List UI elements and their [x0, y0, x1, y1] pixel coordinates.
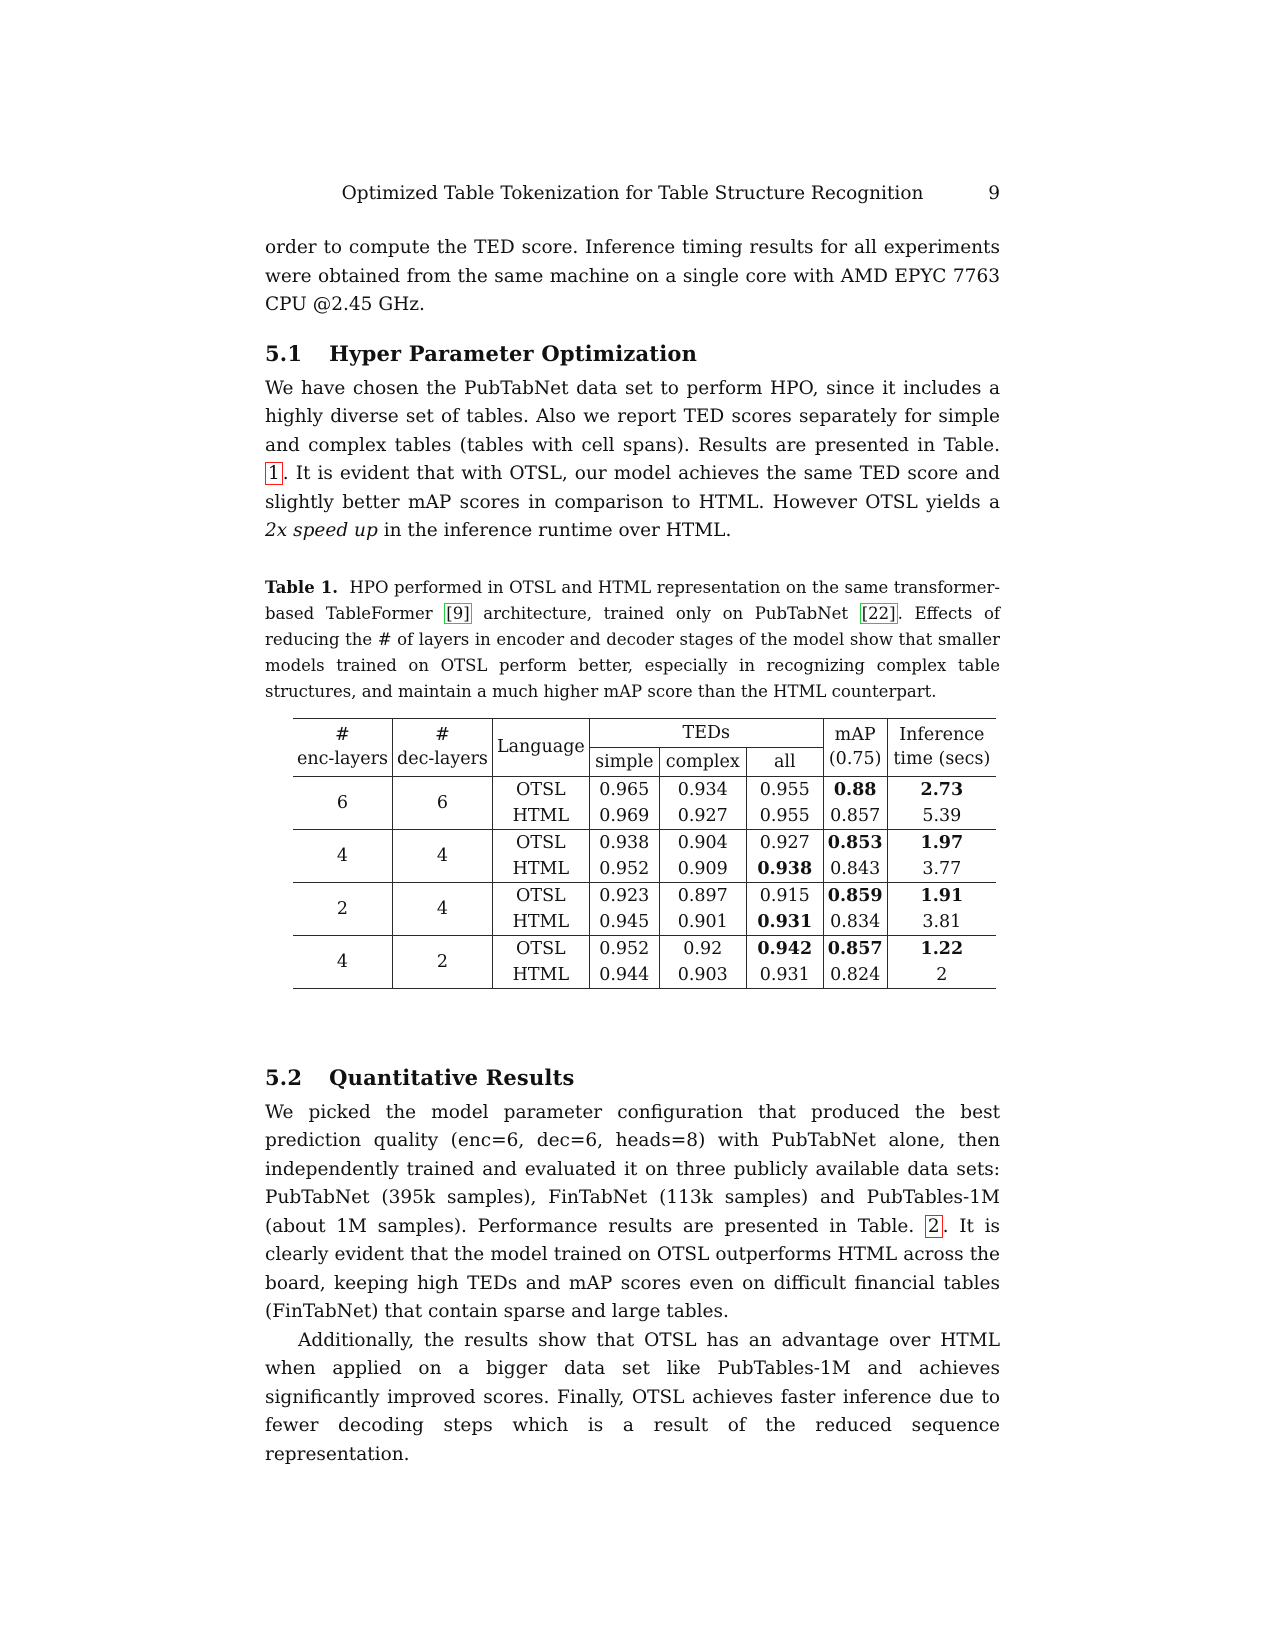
cell-language: OTSL [492, 882, 589, 909]
cell-language: HTML [492, 803, 589, 830]
cell-map: 0.853 [823, 829, 887, 856]
header-teds-all: all [746, 747, 823, 776]
cell-complex: 0.904 [659, 829, 746, 856]
table-row [293, 829, 996, 856]
section-5-1-title: Hyper Parameter Optimization [329, 340, 698, 366]
cell-time: 5.39 [922, 805, 962, 826]
emphasis-text: 2x speed up [265, 520, 378, 541]
cell-map: 0.857 [823, 803, 887, 830]
cell-all: 0.942 [746, 935, 823, 962]
cell-simple: 0.938 [589, 829, 659, 856]
cell-language: HTML [492, 856, 589, 883]
cell-all: 0.931 [746, 909, 823, 936]
section-5-2-heading [265, 1065, 1000, 1090]
table-2-reference-link[interactable]: 2 [925, 1215, 943, 1238]
page-content [265, 183, 1000, 1469]
cell-dec: 4 [392, 882, 492, 935]
header-language: Language [492, 718, 589, 776]
cell-simple: 0.944 [589, 962, 659, 989]
table-1-reference-link[interactable]: 1 [265, 462, 283, 485]
cell-time: 1.22 [920, 938, 964, 959]
header-map: mAP (0.75) [823, 718, 887, 776]
cell-enc: 4 [293, 829, 392, 882]
paragraph-text: in the inference runtime over HTML. [377, 520, 732, 541]
cell-complex: 0.897 [659, 882, 746, 909]
header-inference-time: Inference time (secs) [887, 718, 996, 776]
page-number: 9 [988, 183, 1000, 204]
caption-text: architecture, trained only on PubTabNet [471, 603, 860, 623]
cell-enc: 4 [293, 935, 392, 988]
cell-simple: 0.952 [589, 935, 659, 962]
paragraph-text: . It is clearly evident that the model trained on OTSL outperforms HTML across the board, keeping high TEDs and mAP scores even on difficult financial tables (FinTabNet) that contain sparse and large tables. [265, 1215, 1000, 1322]
cell-time: 1.91 [920, 885, 964, 906]
cell-simple: 0.965 [589, 776, 659, 803]
table-group-enc4-dec4 [293, 829, 996, 882]
cell-simple: 0.923 [589, 882, 659, 909]
cell-complex: 0.909 [659, 856, 746, 883]
header-teds-simple: simple [589, 747, 659, 776]
cell-simple: 0.952 [589, 856, 659, 883]
cell-enc: 2 [293, 882, 392, 935]
section-5-2-paragraph-1 [265, 1099, 1000, 1327]
header-dec-layers: # dec-layers [392, 718, 492, 776]
paragraph-text: Additionally, the results show that OTSL has an advantage over HTML when applied on a bigger data set like PubTables-1M and achieves significantly improved scores. Finally, OTSL achieves faster inference due to fewer decoding steps which is a result of the reduced sequence representation. [265, 1329, 1000, 1465]
caption-text: HPO performed in OTSL and HTML representation on the same transformer-based TableFormer [265, 577, 1000, 623]
paragraph-text: We picked the model parameter configuration that produced the best prediction quality (enc=6, dec=6, heads=8) with PubTabNet alone, then independently trained and evaluated it on three publicly available data sets: PubTabNet (395k samples), FinTabNet (113k samples) and PubTables-1M (about 1M samples). Performance results are presented in Table. [265, 1101, 1000, 1237]
cell-language: OTSL [492, 829, 589, 856]
cell-complex: 0.934 [659, 776, 746, 803]
section-5-2-number: 5.2 [265, 1064, 303, 1090]
cell-map: 0.824 [823, 962, 887, 989]
cell-map: 0.859 [823, 882, 887, 909]
cell-complex: 0.901 [659, 909, 746, 936]
cell-language: HTML [492, 962, 589, 989]
cell-complex: 0.903 [659, 962, 746, 989]
table-group-enc6-dec6 [293, 776, 996, 829]
cell-all: 0.931 [746, 962, 823, 989]
table-row [293, 776, 996, 803]
cell-all: 0.955 [746, 776, 823, 803]
cell-time: 3.77 [922, 858, 962, 879]
cell-dec: 6 [392, 776, 492, 829]
cell-map: 0.88 [823, 776, 887, 803]
cell-time: 2 [936, 964, 948, 985]
header-enc-layers: # enc-layers [293, 718, 392, 776]
citation-22-link[interactable]: [22] [861, 603, 896, 623]
running-head-title: Optimized Table Tokenization for Table Structure Recognition [341, 183, 924, 204]
table-group-enc2-dec4 [293, 882, 996, 935]
table-row [293, 882, 996, 909]
cell-time: 3.81 [922, 911, 962, 932]
cell-time: 1.97 [920, 832, 964, 853]
cell-language: HTML [492, 909, 589, 936]
cell-language: OTSL [492, 776, 589, 803]
cell-simple: 0.969 [589, 803, 659, 830]
paragraph-text: . It is evident that with OTSL, our model achieves the same TED score and slightly better mAP scores in comparison to HTML. However OTSL yields a [265, 463, 1000, 513]
table-1-caption-label: Table 1. [265, 577, 338, 597]
running-head [265, 183, 1000, 207]
section-5-1-paragraph [265, 375, 1000, 546]
cell-time: 2.73 [920, 779, 964, 800]
header-teds-complex: complex [659, 747, 746, 776]
intro-paragraph [265, 234, 1000, 320]
section-5-1-heading [265, 341, 1000, 366]
citation-9-link[interactable]: [9] [446, 603, 470, 623]
cell-enc: 6 [293, 776, 392, 829]
cell-dec: 4 [392, 829, 492, 882]
paragraph-text: We have chosen the PubTabNet data set to perform HPO, since it includes a highly diverse set of tables. Also we report TED scores separately for simple and complex tables (tables with cell spans). Results are presented in Table. [265, 377, 1000, 456]
hpo-results-table [293, 718, 996, 989]
cell-map: 0.843 [823, 856, 887, 883]
cell-complex: 0.927 [659, 803, 746, 830]
cell-all: 0.955 [746, 803, 823, 830]
cell-dec: 2 [392, 935, 492, 988]
table-group-enc4-dec2 [293, 935, 996, 988]
section-5-2-paragraph-2 [265, 1327, 1000, 1470]
cell-language: OTSL [492, 935, 589, 962]
cell-simple: 0.945 [589, 909, 659, 936]
cell-map: 0.834 [823, 909, 887, 936]
cell-all: 0.927 [746, 829, 823, 856]
section-5-2-title: Quantitative Results [329, 1064, 575, 1090]
cell-all: 0.938 [746, 856, 823, 883]
header-teds: TEDs [589, 718, 823, 747]
cell-complex: 0.92 [659, 935, 746, 962]
table-1-caption [265, 575, 1000, 705]
cell-map: 0.857 [823, 935, 887, 962]
table-row [293, 935, 996, 962]
section-5-1-number: 5.1 [265, 340, 303, 366]
caption-text: . Effects of reducing the # of layers in encoder and decoder stages of the model show that smaller models trained on OTSL perform better, especially in recognizing complex table structures, and maintain a much higher mAP score than the HTML counterpart. [265, 603, 1001, 701]
intro-paragraph-text: order to compute the TED score. Inference timing results for all experiments were obtained from the same machine on a single core with AMD EPYC 7763 CPU @2.45 GHz. [265, 237, 1000, 315]
cell-all: 0.915 [746, 882, 823, 909]
